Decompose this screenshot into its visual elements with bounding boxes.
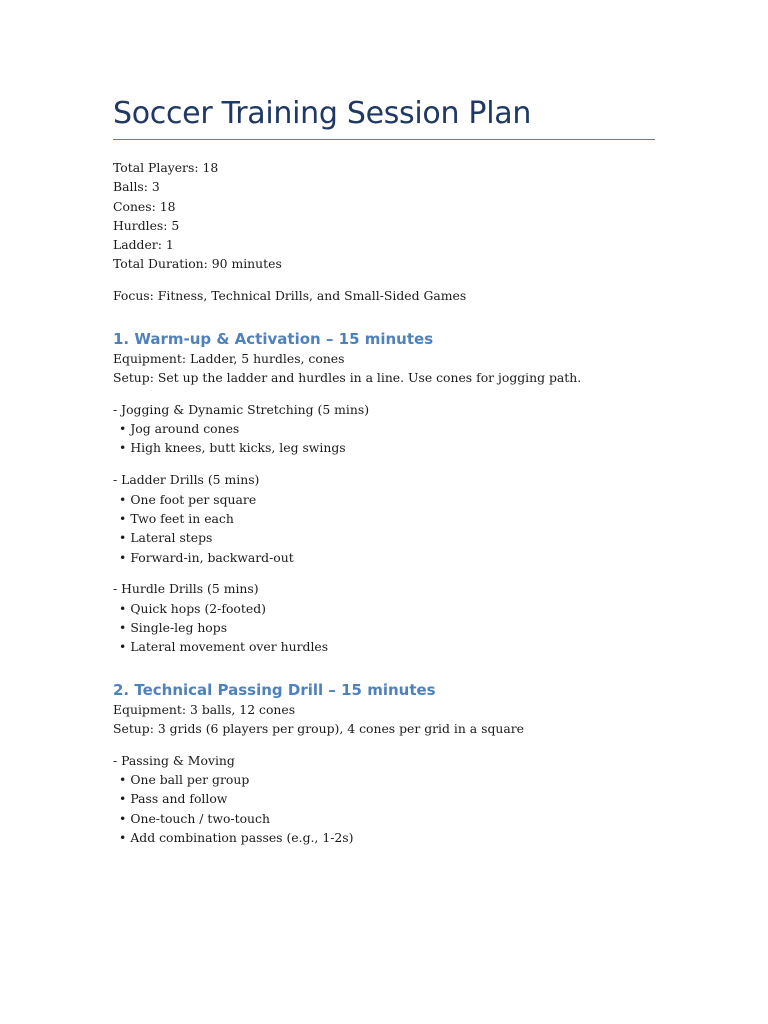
section-equipment: Equipment: Ladder, 5 hurdles, cones (113, 350, 345, 366)
bullet: • (119, 491, 127, 507)
list-item (113, 509, 655, 528)
list-item-text: Lateral movement over hurdles (130, 639, 329, 655)
document-page (113, 94, 655, 847)
list-item-text: Pass and follow (130, 791, 228, 807)
session-summary (113, 158, 655, 306)
list-item-text: Jog around cones (130, 421, 240, 437)
bullet: • (119, 639, 127, 655)
list-item (113, 789, 655, 808)
list-item (113, 637, 655, 656)
list-item (113, 528, 655, 547)
list-item-text: Single-leg hops (130, 620, 228, 636)
activity-title: - Hurdle Drills (5 mins) (113, 581, 259, 597)
list-item-text: Forward-in, backward-out (130, 549, 294, 565)
list-item (113, 770, 655, 789)
ladder-count: Ladder: 1 (113, 237, 174, 253)
list-item-text: Two feet in each (130, 510, 234, 526)
activity-title: - Passing & Moving (113, 752, 235, 768)
bullet: • (119, 421, 127, 437)
list-item (113, 618, 655, 637)
activity-title: - Ladder Drills (5 mins) (113, 472, 260, 488)
cones-count: Cones: 18 (113, 198, 176, 214)
list-item (113, 828, 655, 847)
section-setup: Setup: Set up the ladder and hurdles in a line. Use cones for jogging path. (113, 369, 582, 385)
page-title: Soccer Training Session Plan (113, 94, 655, 140)
balls-count: Balls: 3 (113, 179, 160, 195)
list-item-text: Quick hops (2-footed) (130, 600, 266, 616)
list-item-text: High knees, butt kicks, leg swings (130, 440, 346, 456)
section-heading: 2. Technical Passing Drill – 15 minutes (113, 680, 436, 699)
bullet: • (119, 620, 127, 636)
list-item (113, 490, 655, 509)
list-item-text: Lateral steps (130, 530, 213, 546)
total-players: Total Players: 18 (113, 160, 219, 175)
bullet: • (119, 510, 127, 526)
section-warm-up (113, 329, 655, 657)
total-duration: Total Duration: 90 minutes (113, 256, 282, 272)
list-item (113, 599, 655, 618)
section-equipment: Equipment: 3 balls, 12 cones (113, 701, 296, 717)
list-item (113, 548, 655, 567)
bullet: • (119, 810, 127, 826)
bullet: • (119, 791, 127, 807)
bullet: • (119, 772, 127, 788)
session-focus: Focus: Fitness, Technical Drills, and Small-Sided Games (113, 288, 467, 304)
list-item (113, 438, 655, 457)
list-item-text: One foot per square (130, 491, 257, 507)
activity-title: - Jogging & Dynamic Stretching (5 mins) (113, 401, 370, 417)
list-item-text: Add combination passes (e.g., 1-2s) (130, 829, 354, 845)
list-item-text: One ball per group (130, 772, 250, 788)
bullet: • (119, 600, 127, 616)
hurdles-count: Hurdles: 5 (113, 217, 180, 233)
section-heading: 1. Warm-up & Activation – 15 minutes (113, 329, 434, 348)
section-setup: Setup: 3 grids (6 players per group), 4 cones per grid in a square (113, 720, 525, 736)
list-item (113, 809, 655, 828)
bullet: • (119, 549, 127, 565)
section-technical-passing (113, 680, 655, 848)
bullet: • (119, 530, 127, 546)
bullet: • (119, 440, 127, 456)
list-item (113, 419, 655, 438)
list-item-text: One-touch / two-touch (130, 810, 270, 826)
bullet: • (119, 829, 127, 845)
